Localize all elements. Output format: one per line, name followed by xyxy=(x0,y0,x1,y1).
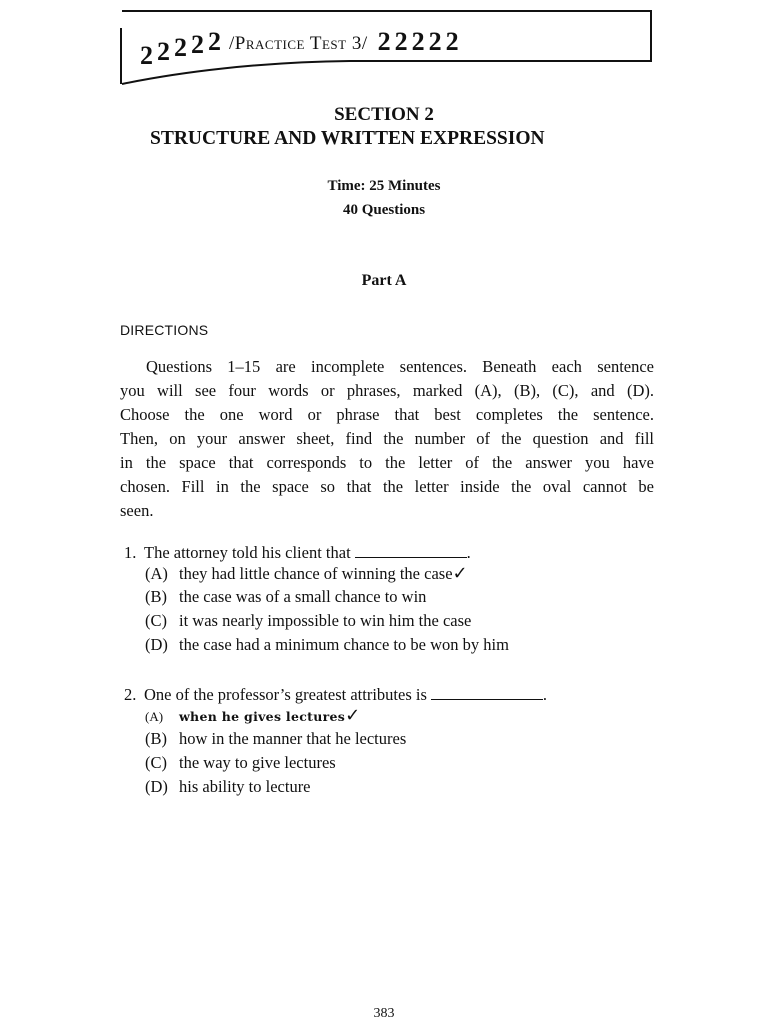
header-number: 2 xyxy=(157,37,174,66)
section-title: SECTION 2 xyxy=(334,104,434,125)
answer-option xyxy=(145,563,654,587)
answer-options xyxy=(145,705,654,801)
answer-option xyxy=(145,635,654,659)
option-text: how in the manner that he lectures xyxy=(179,729,407,748)
option-letter: (B) xyxy=(145,587,167,606)
answer-option xyxy=(145,729,654,753)
part-label: Part A xyxy=(361,272,407,289)
option-text: the case was of a small chance to win xyxy=(179,587,427,606)
option-letter: (C) xyxy=(145,753,167,772)
header-number: 2 xyxy=(394,27,412,56)
option-letter: (C) xyxy=(145,611,167,630)
directions-heading: DIRECTIONS xyxy=(120,322,209,338)
header-number: 2 xyxy=(208,27,225,56)
check-mark-icon: ✓ xyxy=(345,705,361,726)
directions-line: in the space that corresponds to the letter of the answer you have xyxy=(120,453,654,472)
time-limit: Time: 25 Minutes xyxy=(327,178,441,194)
directions-paragraph xyxy=(120,355,654,523)
header-number: 2 xyxy=(445,27,463,56)
header-title: /Practice Test 3/ xyxy=(229,33,368,54)
header-number: 2 xyxy=(377,27,395,56)
answer-option xyxy=(145,753,654,777)
header-number: 2 xyxy=(428,27,446,56)
question-1 xyxy=(124,543,654,659)
option-letter: (D) xyxy=(145,777,168,796)
answer-option xyxy=(145,777,654,801)
question-text: One of the professor’s greatest attributes is xyxy=(144,685,427,704)
question-stem xyxy=(124,685,654,705)
option-text: the way to give lectures xyxy=(179,753,336,772)
section-subtitle: STRUCTURE AND WRITTEN EXPRESSION xyxy=(150,128,545,149)
directions-line: Questions 1–15 are incomplete sentences. Beneath each sentence xyxy=(146,357,654,376)
header-number: 2 xyxy=(191,30,208,59)
answer-blank xyxy=(431,698,543,700)
directions-line: you will see four words or phrases, marked (A), (B), (C), and (D). xyxy=(120,381,654,400)
directions-line: Then, on your answer sheet, find the number of the question and fill xyxy=(120,429,654,448)
option-text: the case had a minimum chance to be won by him xyxy=(179,635,509,654)
option-text: it was nearly impossible to win him the case xyxy=(179,611,472,630)
answer-option xyxy=(145,611,654,635)
question-text: The attorney told his client that xyxy=(144,543,351,562)
header-text xyxy=(140,17,640,70)
answer-blank xyxy=(355,556,467,558)
check-mark-icon: ✓ xyxy=(452,563,468,584)
question-count: 40 Questions xyxy=(342,202,426,218)
option-text: when he gives lectures xyxy=(179,709,346,724)
option-letter: (A) xyxy=(145,564,168,583)
question-2 xyxy=(124,685,654,801)
answer-option xyxy=(145,705,654,729)
answer-option xyxy=(145,587,654,611)
option-letter: (A) xyxy=(145,709,164,724)
question-number: 1. xyxy=(124,543,137,562)
question-end-punctuation: . xyxy=(466,543,471,562)
question-end-punctuation: . xyxy=(542,685,547,704)
header-number: 2 xyxy=(140,41,157,70)
header-number: 2 xyxy=(174,33,191,62)
option-letter: (B) xyxy=(145,729,167,748)
option-text: his ability to lecture xyxy=(179,777,311,796)
header-number: 2 xyxy=(411,27,429,56)
option-text: they had little chance of winning the case xyxy=(179,564,453,583)
option-letter: (D) xyxy=(145,635,168,654)
directions-line: Choose the one word or phrase that best completes the sentence. xyxy=(120,405,654,424)
page-number: 383 xyxy=(373,1006,395,1021)
question-stem xyxy=(124,543,654,563)
directions-line: chosen. Fill in the space so that the letter inside the oval cannot be xyxy=(120,477,654,496)
question-number: 2. xyxy=(124,685,137,704)
directions-line: seen. xyxy=(120,501,154,520)
answer-options xyxy=(145,563,654,659)
